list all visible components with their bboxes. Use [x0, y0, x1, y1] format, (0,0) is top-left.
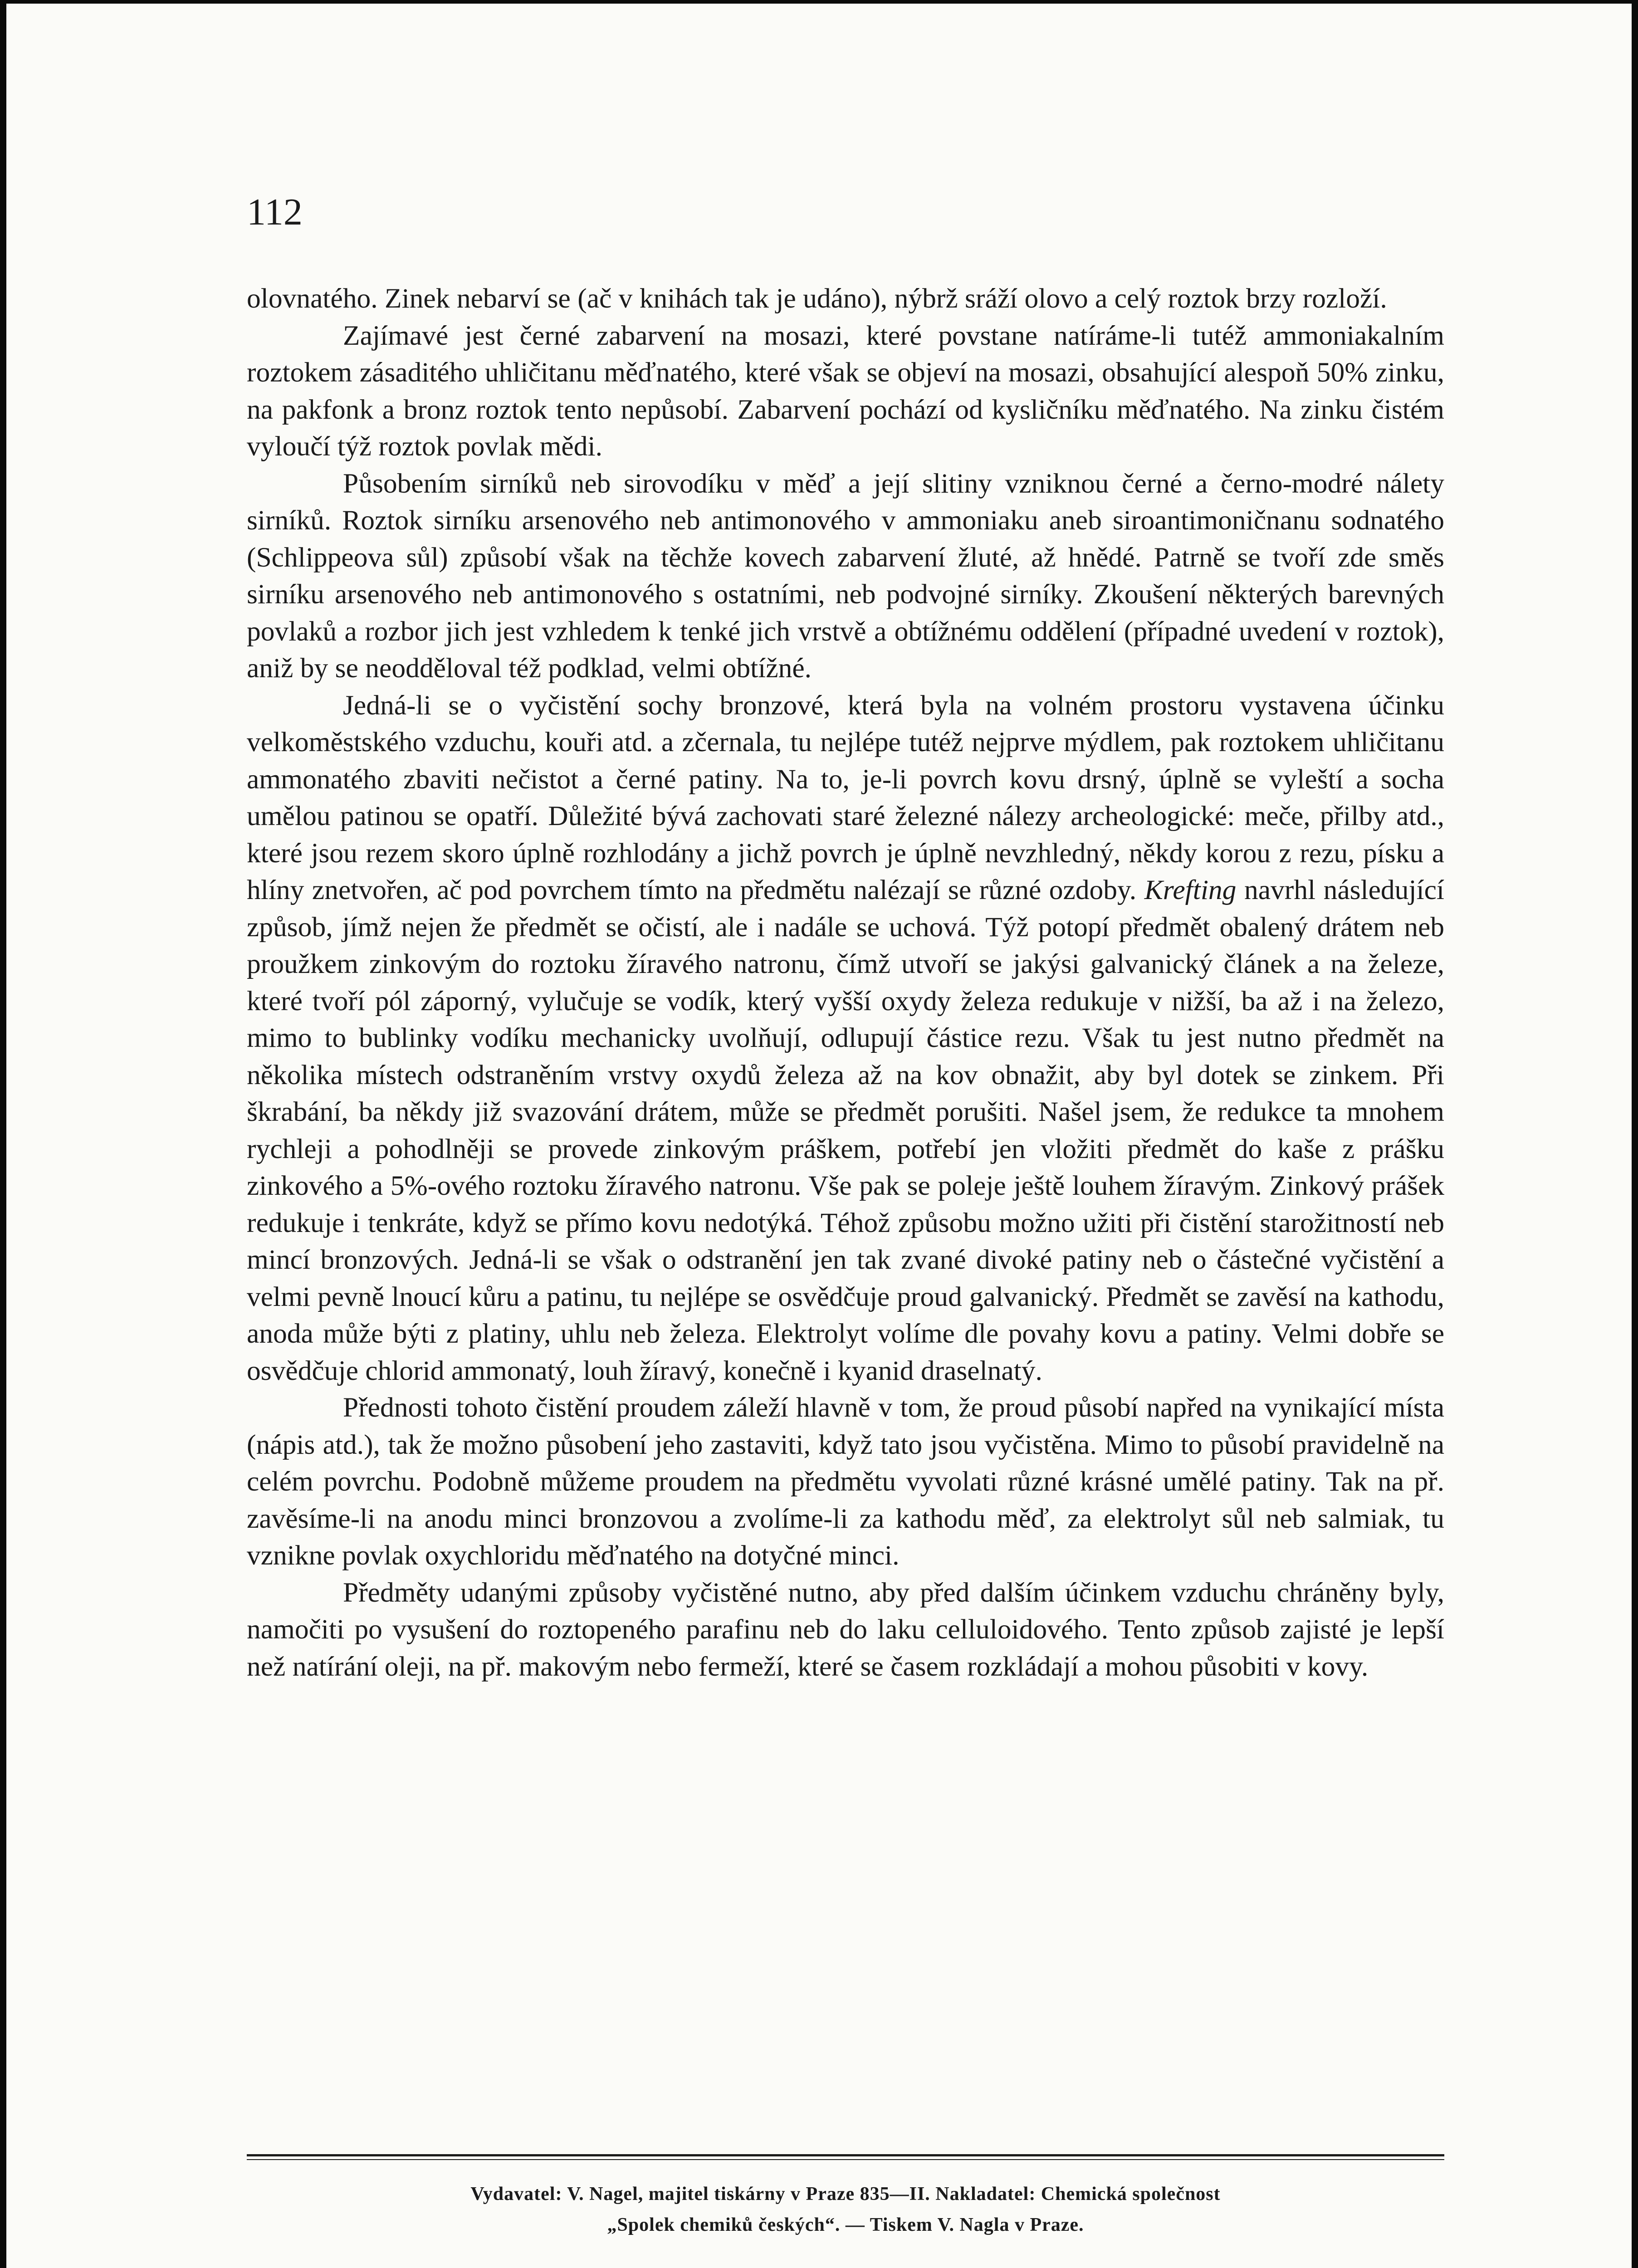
body-text	[247, 280, 1444, 1685]
paragraph-3: Působením sirníků neb sirovodíku v měď a její slitiny vzniknou černé a černo-modré nálety sirníků. Roztok sirníku arsenového neb antimonového v ammoniaku aneb siroantimoničnanu sodnatého (Schlippeova sůl) způsobí však na těchže kovech zabarvení žluté, až hnědé. Patrně se tvoří zde směs sirníku arsenového neb antimonového s ostatními, neb podvojné sirníky. Zkoušení některých barevných povlaků a rozbor jich jest vzhledem k tenké jich vrstvě a obtížnému oddělení (případné uvedení v roztok), aniž by se neodděloval též podklad, velmi obtížné.	[247, 468, 1444, 684]
paragraph-5: Přednosti tohoto čistění proudem záleží hlavně v tom, že proud působí napřed na vynikající místa (nápis atd.), tak že možno působení jeho zastaviti, když tato jsou vyčistěna. Mimo to působí pravidelně na celém povrchu. Podobně můžeme proudem na předmětu vyvolati různé krásné umělé patiny. Tak na př. zavěsíme-li na anodu minci bronzovou a zvolíme-li za kathodu měď, za elektrolyt sůl neb salmiak, tu vznikne povlak oxychloridu měďnatého na dotyčné minci.	[247, 1392, 1444, 1571]
author-name-italic: Krefting	[1144, 875, 1237, 905]
paragraph-2: Zajímavé jest černé zabarvení na mosazi, které povstane natíráme-li tutéž ammoniakalním roztokem zásaditého uhličitanu měďnatého, které však se objeví na mosazi, obsahující alespoň 50% zinku, na pakfonk a bronz roztok tento nepůsobí. Zabarvení pochází od kysličníku měďnatého. Na zinku čistém vyloučí týž roztok povlak mědi.	[247, 320, 1444, 462]
footer-rule-thin	[247, 2159, 1444, 2160]
document-page	[6, 4, 1632, 2268]
paragraph-1: olovnatého. Zinek nebarví se (ač v knihách tak je udáno), nýbrž sráží olovo a celý roztok brzy rozloží.	[247, 283, 1387, 314]
paragraph-4-part-2: navrhl následující způsob, jímž nejen že předmět se očistí, ale i nadále se uchová. Týž potopí předmět obalený drátem neb proužkem zinkovým do roztoku žíravého natronu, čímž utvoří se jakýsi galvanický článek a na železe, které tvoří pól záporný, vylučuje se vodík, který vyšší oxydy železa redukuje v nižší, ba až i na železo, mimo to bublinky vodíku mechanicky uvolňují, odlupují částice rezu. Však tu jest nutno předmět na několika místech odstraněním vrstvy oxydů železa až na kov obnažit, aby byl dotek se zinkem. Při škrabání, ba někdy již svazování drátem, může se předmět porušiti. Našel jsem, že redukce ta mnohem rychleji a pohodlněji se provede zinkovým práškem, potřebí jen vložiti předmět do kaše z prášku zinkového a 5%-ového roztoku žíravého natronu. Vše pak se poleje ještě louhem žíravým. Zinkový prášek redukuje i tenkráte, když se přímo kovu nedotýká. Téhož způsobu možno užiti při čistění starožitností neb mincí bronzových. Jedná-li se však o odstranění jen tak zvané divoké patiny neb o částečné vyčistění a velmi pevně lnoucí kůru a patinu, tu nejlépe se osvědčuje proud galvanický. Předmět se zavěsí na kathodu, anoda může býti z platiny, uhlu neb železa. Elektrolyt volíme dle povahy kovu a patiny. Velmi dobře se osvědčuje chlorid ammonatý, louh žíravý, konečně i kyanid draselnatý.	[247, 875, 1444, 1386]
footer-line-1: Vydavatel: V. Nagel, majitel tiskárny v Praze 835—II. Nakladatel: Chemická společnost	[470, 2184, 1221, 2204]
paragraph-6: Předměty udanými způsoby vyčistěné nutno, aby před dalším účinkem vzduchu chráněny byly, namočiti po vysušení do roztopeného parafinu neb do laku celluloidového. Tento způsob zajisté je lepší než natírání oleji, na př. makovým nebo fermeží, které se časem rozkládají a mohou působiti v kovy.	[247, 1577, 1444, 1682]
paragraph-4-part-1: Jedná-li se o vyčistění sochy bronzové, která byla na volném prostoru vystavena účinku velkoměstského vzduchu, kouři atd. a zčernala, tu nejlépe tutéž nejprve mýdlem, pak roztokem uhličitanu ammonatého zbaviti nečistot a černé patiny. Na to, je-li povrch kovu drsný, úplně se vyleští a socha umělou patinou se opatří. Důležité bývá zachovati staré železné nálezy archeologické: meče, přilby atd., které jsou rezem skoro úplně rozhlodány a jichž povrch je úplně nevzhledný, někdy korou z rezu, písku a hlíny znetvořen, ač pod povrchem tímto na předmětu nalézají se různé ozdoby.	[247, 689, 1444, 905]
footer-line-2: „Spolek chemiků českých“. — Tiskem V. Nagla v Praze.	[607, 2214, 1084, 2235]
page-number: 112	[247, 191, 303, 233]
publisher-footer	[247, 2179, 1444, 2240]
paragraph-4	[247, 687, 1444, 1390]
footer-rule-thick	[247, 2154, 1444, 2156]
